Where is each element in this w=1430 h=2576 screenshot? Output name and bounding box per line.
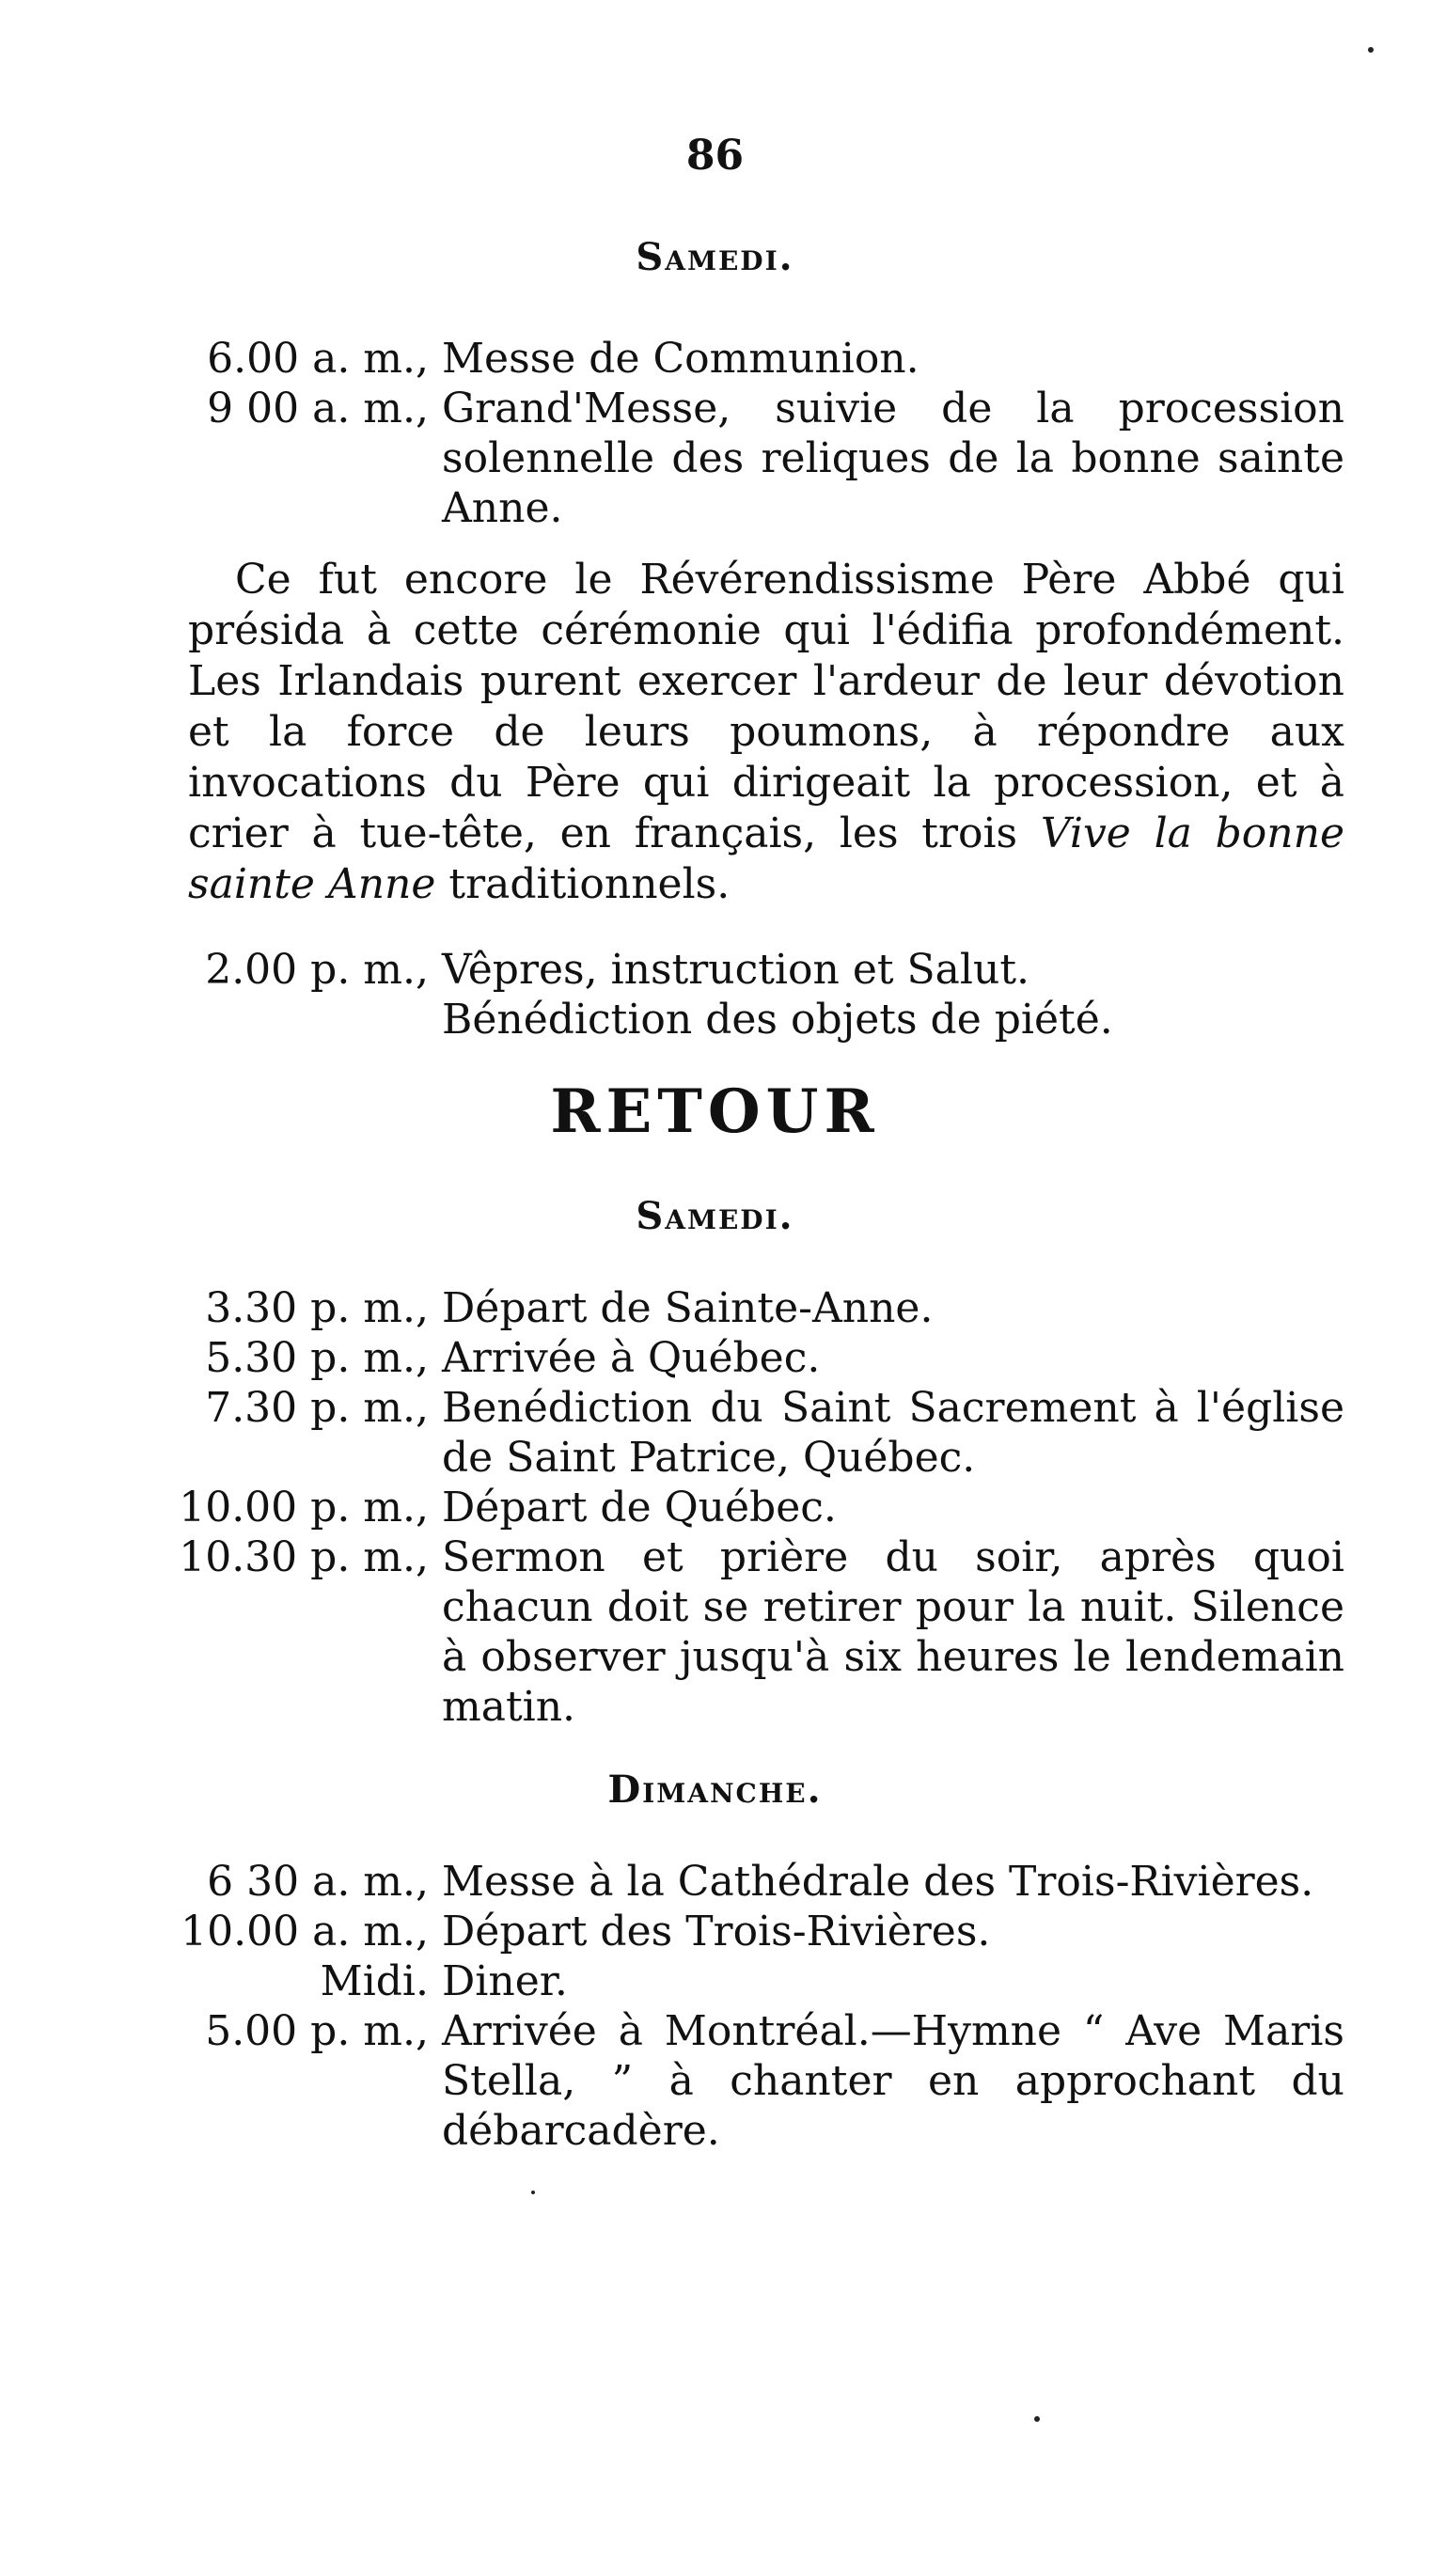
- schedule-row: [160, 1956, 1344, 2006]
- schedule-text: Diner.: [442, 1957, 568, 2005]
- schedule-row: [160, 1383, 1344, 1483]
- schedule-row: [160, 334, 1344, 384]
- schedule-text: Arrivée à Québec.: [442, 1334, 821, 1382]
- schedule-samedi-morning: [160, 334, 1344, 533]
- schedule-text: Vêpres, instruction et Salut.: [442, 946, 1029, 994]
- schedule-row: [160, 1907, 1344, 1956]
- schedule-row: [160, 1333, 1344, 1383]
- schedule-row: [160, 1532, 1344, 1732]
- schedule-text: Départ de Québec.: [442, 1484, 837, 1531]
- scan-speck: [1368, 47, 1374, 53]
- schedule-text: Sermon et prière du soir, après quoi chacun doit se retirer pour la nuit. Silence à observer jusqu'à six heures le lendemain matin.: [442, 1533, 1344, 1731]
- schedule-text: Messe de Communion.: [442, 335, 919, 383]
- schedule-text: Départ des Trois-Rivières.: [442, 1908, 991, 1956]
- schedule-text: Départ de Sainte-Anne.: [442, 1284, 934, 1332]
- schedule-time: 9 00 a. m.,: [207, 385, 429, 432]
- schedule-retour-samedi: [160, 1283, 1344, 1732]
- scan-speck: [531, 2191, 535, 2194]
- section-title-retour: RETOUR: [550, 1076, 880, 1147]
- section-heading-dimanche: Dimanche.: [607, 1767, 823, 1812]
- paragraph-text: Ce fut encore le Révérendissisme Père Abbé qui présida à cette cérémonie qui l'édifia profondément. Les Irlandais purent exercer l'ardeur de leur dévotion et la force de leurs poumons, à répondre aux invocations du Père qui dirigeait la procession, et à crier à tue-tête, en français, les trois: [188, 556, 1344, 857]
- schedule-row: [160, 2006, 1344, 2156]
- schedule-time: 3.30 p. m.,: [205, 1284, 429, 1332]
- schedule-text: Grand'Messe, suivie de la procession solennelle des reliques de la bonne sainte Anne.: [442, 385, 1344, 532]
- schedule-time: 5.30 p. m.,: [205, 1334, 429, 1382]
- schedule-time: 10.00 p. m.,: [179, 1484, 429, 1531]
- scan-speck: [1034, 2416, 1040, 2422]
- schedule-row: [160, 1483, 1344, 1532]
- schedule-text: Bénédiction des objets de piété.: [442, 996, 1113, 1044]
- schedule-time: Midi.: [320, 1957, 429, 2005]
- schedule-retour-dimanche: [160, 1857, 1344, 2156]
- section-heading-samedi: Samedi.: [636, 235, 794, 279]
- schedule-text: Arrivée à Montréal.—Hymne “ Ave Maris Stella, ” à chanter en approchant du débarcadère.: [442, 2007, 1344, 2155]
- schedule-row: [160, 1857, 1344, 1907]
- schedule-time: 6.00 a. m.,: [207, 335, 429, 383]
- schedule-row: [160, 1283, 1344, 1333]
- schedule-text: Messe à la Cathédrale des Trois-Rivières.: [442, 1858, 1314, 1906]
- schedule-time: 10.30 p. m.,: [179, 1533, 429, 1581]
- page-number: 86: [685, 132, 745, 180]
- schedule-time: 2.00 p. m.,: [205, 946, 429, 994]
- schedule-samedi-afternoon: [160, 945, 1344, 1045]
- schedule-row: [160, 995, 1344, 1045]
- schedule-row: [160, 384, 1344, 533]
- paragraph-text-end: traditionnels.: [448, 860, 731, 908]
- schedule-time: 10.00 a. m.,: [181, 1908, 429, 1956]
- paragraph-italic: Vive la bonne sainte Anne: [188, 809, 1344, 908]
- schedule-time: [160, 995, 442, 1045]
- schedule-row: [160, 945, 1344, 995]
- schedule-time: 5.00 p. m.,: [205, 2007, 429, 2055]
- schedule-time: 7.30 p. m.,: [205, 1384, 429, 1432]
- section-heading-samedi-retour: Samedi.: [636, 1194, 794, 1238]
- schedule-text: Benédiction du Saint Sacrement à l'église de Saint Patrice, Québec.: [442, 1384, 1344, 1482]
- schedule-time: 6 30 a. m.,: [207, 1858, 429, 1906]
- narrative-paragraph: [188, 555, 1344, 910]
